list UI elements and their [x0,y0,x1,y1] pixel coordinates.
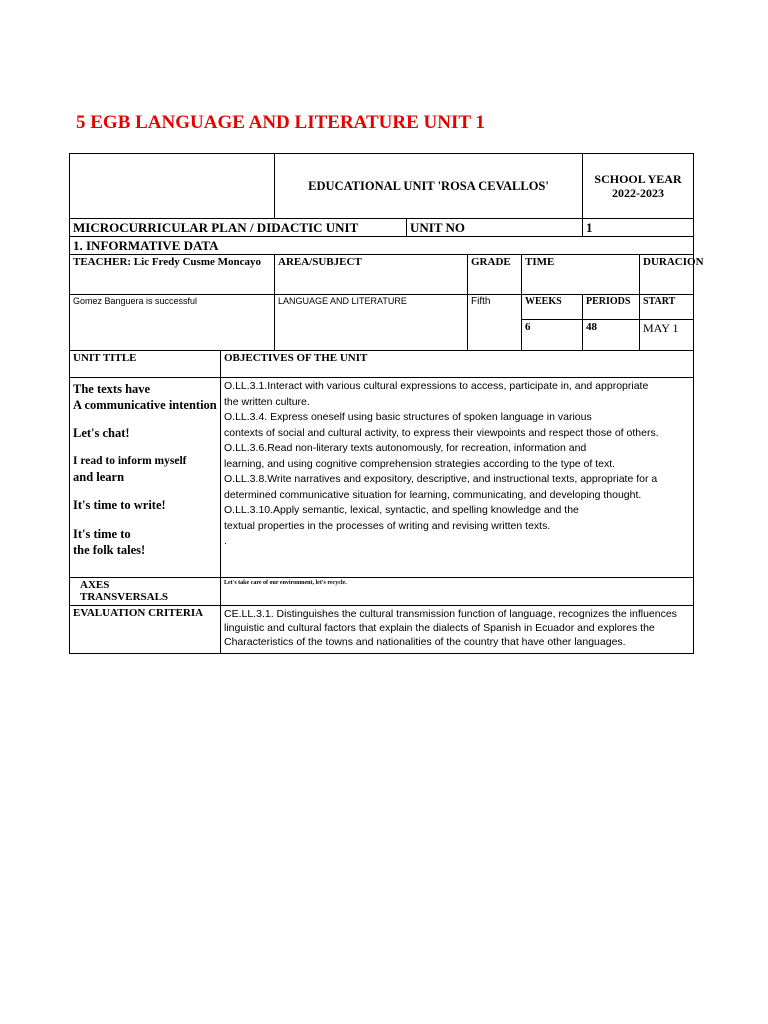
evaluation-line: Characteristics of the towns and nationalities of the country that have other languages. [224,636,626,648]
objectives-label: OBJECTIVES OF THE UNIT [221,351,694,378]
teacher-note: Gomez Banguera is successful [70,295,275,351]
objective-line: . [224,535,227,547]
grade-label: GRADE [468,255,522,295]
evaluation-row [70,606,694,654]
unit-title-line: and learn [73,470,125,484]
logo-cell [70,154,275,219]
unit-title-line: Let's chat! [73,426,130,440]
area-value: LANGUAGE AND LITERATURE [275,295,468,351]
unit-title-line: I read to inform myself [73,455,187,467]
objective-line: O.LL.3.4. Express oneself using basic structures of spoken language in various [224,411,592,423]
plan-row [70,219,694,237]
plan-label: MICROCURRICULAR PLAN / DIDACTIC UNIT [70,219,407,237]
duration-label: DURACION [640,255,694,295]
axes-value: Let's take care of our environment, let's recycle. [221,578,694,606]
unit-no-value: 1 [583,219,694,237]
unit-title-line: The texts have [73,382,151,396]
unit-title-line: It's time to [73,527,131,541]
evaluation-criteria-cell [221,606,694,654]
info-values-row [70,295,694,320]
unit-title-header-row [70,351,694,378]
objective-line: O.LL.3.1.Interact with various cultural expressions to access, participate in, and appropriate [224,380,649,392]
objectives-cell [221,378,694,578]
area-label: AREA/SUBJECT [275,255,468,295]
header-row [70,154,694,219]
evaluation-line: CE.LL.3.1. Distinguishes the cultural transmission function of language, recognizes the influences [224,608,677,620]
axes-label-cell [70,578,221,606]
weeks-value: 6 [522,320,583,351]
unit-no-label: UNIT NO [407,219,583,237]
evaluation-label: EVALUATION CRITERIA [70,606,221,654]
objective-line: learning, and using cognitive comprehension strategies according to the type of text. [224,457,616,470]
informative-data-row [70,237,694,255]
institution-name: EDUCATIONAL UNIT 'ROSA CEVALLOS' [308,179,549,193]
unit-titles-cell [70,378,221,578]
school-year-cell [583,154,694,219]
objective-line: the written culture. [224,395,310,408]
microcurricular-plan-table [69,153,704,654]
unit-title-line: the folk tales! [73,543,146,557]
unit-title-label: UNIT TITLE [70,351,221,378]
objective-line: determined communicative situation for learning, communicating, and developing thought. [224,488,642,501]
periods-value: 48 [583,320,640,351]
document-title: 5 EGB LANGUAGE AND LITERATURE UNIT 1 [76,112,485,133]
objective-line: O.LL.3.8.Write narratives and expository, descriptive, and instructional texts, appropriate for a [224,473,658,485]
unit-title-line: A communicative intention [73,398,217,412]
start-value: MAY 1 [640,320,694,351]
grade-value: Fifth [468,295,522,351]
school-year-label: SCHOOL YEAR [594,172,682,186]
informative-data-heading: 1. INFORMATIVE DATA [70,237,694,255]
school-year-value: 2022-2023 [612,186,665,200]
objective-line: O.LL.3.10.Apply semantic, lexical, syntactic, and spelling knowledge and the [224,504,579,516]
time-label: TIME [522,255,640,295]
axes-label-line1: AXES [80,579,110,591]
teacher-label: TEACHER: Lic Fredy Cusme Moncayo [70,255,275,295]
start-label: START [640,295,694,320]
evaluation-line: linguistic and cultural factors that explain the dialects of Spanish in Ecuador and explores the [224,622,655,634]
axes-row [70,578,694,606]
axes-label-line2: TRANSVERSALS [80,591,169,603]
unit-content-row [70,378,694,578]
weeks-label: WEEKS [522,295,583,320]
objective-line: textual properties in the processes of writing and revising written texts. [224,519,551,532]
objective-line: O.LL.3.6.Read non-literary texts autonomously, for recreation, information and [224,442,587,454]
unit-title-line: It's time to write! [73,498,166,512]
objective-line: contexts of social and cultural activity, to express their viewpoints and respect those of others. [224,426,659,439]
periods-label: PERIODS [583,295,640,320]
info-labels-row [70,255,694,295]
institution-cell [275,154,583,219]
